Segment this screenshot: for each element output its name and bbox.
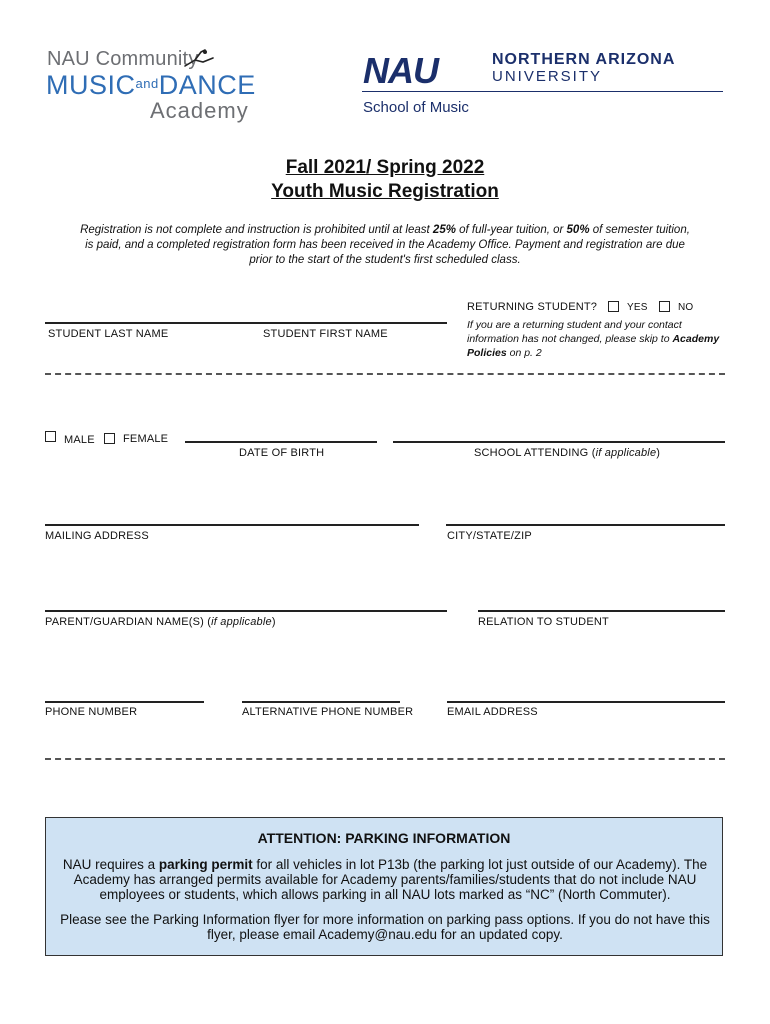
returning-no-checkbox[interactable] <box>659 301 670 312</box>
mailing-address-line[interactable] <box>45 524 419 526</box>
parking-paragraph-2: Please see the Parking Information flyer for more information on parking pass options. If you do not have this flyer, please email Academy@nau.edu for an updated copy. <box>60 912 710 942</box>
email-label: EMAIL ADDRESS <box>447 706 538 718</box>
academy-logo-line1: NAU Community <box>47 48 199 70</box>
dob-label: DATE OF BIRTH <box>239 447 325 459</box>
relation-label: RELATION TO STUDENT <box>478 616 609 628</box>
returning-student-label: RETURNING STUDENT? <box>467 301 598 313</box>
parking-title: ATTENTION: PARKING INFORMATION <box>257 830 511 846</box>
male-checkbox[interactable] <box>45 431 56 442</box>
section-divider-1 <box>45 373 725 375</box>
returning-note: If you are a returning student and your contact information has not changed, please skip to Academy Policies on p. 2 <box>467 319 720 359</box>
returning-no-label: NO <box>678 302 694 313</box>
email-line[interactable] <box>447 701 725 703</box>
page-title: Youth Music Registration <box>271 181 499 202</box>
page-title-term: Fall 2021/ Spring 2022 <box>285 157 485 178</box>
male-label: MALE <box>64 434 95 446</box>
city-state-zip-line[interactable] <box>446 524 725 526</box>
guardian-line[interactable] <box>45 610 447 612</box>
student-name-line[interactable] <box>45 322 447 324</box>
phone-label: PHONE NUMBER <box>45 706 138 718</box>
parking-info-box <box>45 817 723 956</box>
nau-logo-rule <box>362 91 723 92</box>
nau-logo-name1: NORTHERN ARIZONA <box>492 51 676 68</box>
academy-logo-line2: $MUSIC^{and}DANCE$ <box>46 70 256 100</box>
city-state-zip-label: CITY/STATE/ZIP <box>447 530 532 542</box>
alt-phone-label: ALTERNATIVE PHONE NUMBER <box>242 706 414 718</box>
female-label: FEMALE <box>123 433 169 445</box>
returning-yes-checkbox[interactable] <box>608 301 619 312</box>
dob-line[interactable] <box>185 441 377 443</box>
student-last-name-label: STUDENT LAST NAME <box>48 328 169 340</box>
intro-paragraph: Registration is not complete and instruction is prohibited until at least 25% of full-year tuition, or 50% of semester tuition, is paid, and a completed registration form has been received in the Academy Office. Payment and registration are due prior to the start of the student's first scheduled class. <box>80 224 690 266</box>
returning-yes-label: YES <box>627 302 648 313</box>
guardian-label: PARENT/GUARDIAN NAME(S) (if applicable) <box>45 616 276 628</box>
nau-logo-name2: UNIVERSITY <box>492 68 603 85</box>
school-label: SCHOOL ATTENDING (if applicable) <box>474 447 661 459</box>
phone-line[interactable] <box>45 701 204 703</box>
nau-logo-mark: NAU <box>363 50 438 91</box>
student-first-name-label: STUDENT FIRST NAME <box>263 328 388 340</box>
relation-line[interactable] <box>478 610 725 612</box>
nau-school-of-music: School of Music <box>363 99 469 116</box>
female-checkbox[interactable] <box>104 433 115 444</box>
school-line[interactable] <box>393 441 725 443</box>
section-divider-2 <box>45 758 725 760</box>
academy-logo-line3: Academy <box>150 98 249 123</box>
mailing-address-label: MAILING ADDRESS <box>45 530 149 542</box>
parking-paragraph-1: NAU requires a parking permit for all vehicles in lot P13b (the parking lot just outside of our Academy). The Academy has arranged permits available for Academy parents/families/students that do not include NAU employees or students, which allows parking in all NAU lots marked as “NC” (North Commuter). <box>62 857 708 902</box>
alt-phone-line[interactable] <box>242 701 400 703</box>
